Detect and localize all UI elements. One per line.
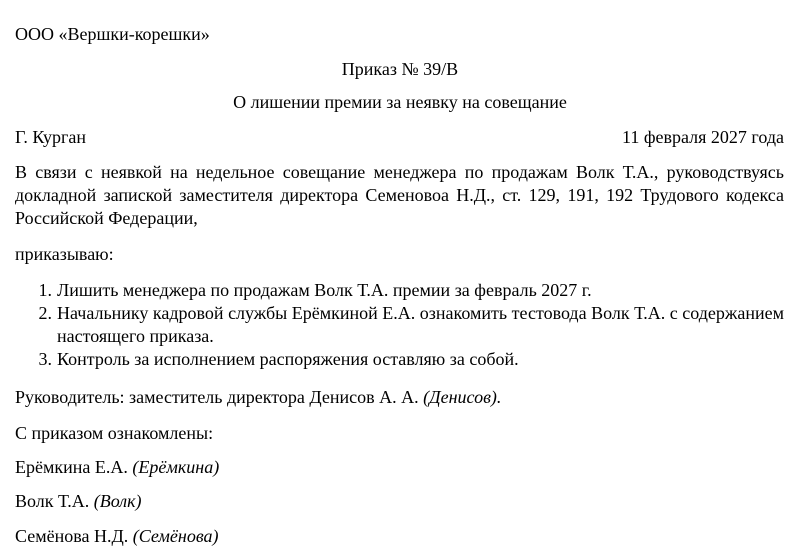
signatory-name: Ерёмкина Е.А. [15,457,128,477]
signatory-signature: (Волк) [93,491,142,511]
head-text: Руководитель: заместитель директора Денисов А. А. [15,387,419,407]
list-item [15,348,784,371]
order-date: 11 февраля 2027 года [622,127,784,147]
order-word: приказываю: [15,244,114,264]
order-city: Г. Курган [15,127,87,147]
signatory-signature: (Семёнова) [132,526,219,546]
head-signature: (Денисов). [423,387,502,407]
list-item [15,302,784,348]
order-subject: О лишении премии за неявку на совещание [233,92,567,112]
signatory-line [15,456,219,479]
order-items-list [15,279,784,371]
list-item-text: Начальнику кадровой службы Ерёмкиной Е.А. ознакомить тестовода Волк Т.А. с содержанием настоящего приказа. [57,303,784,346]
order-number: Приказ № 39/В [341,59,459,79]
list-item-text: Контроль за исполнением распоряжения оставляю за собой. [57,349,519,369]
signatory-signature: (Ерёмкина) [132,457,220,477]
head-signature-line [15,386,501,409]
place-date-row [15,126,784,149]
list-item-number: 3. [38,349,52,369]
list-item-number: 2. [38,303,52,323]
order-preamble: В связи с неявкой на недельное совещание менеджера по продажам Волк Т.А., руководствуясь докладной запиской заместителя директора Семеновоа Н.Д., ст. 129, 191, 192 Трудового кодекса Российской Федерации, [15,162,784,228]
acknowledgement-heading: С приказом ознакомлены: [15,423,214,443]
signatory-name: Волк Т.А. [15,491,90,511]
signatory-line [15,525,219,548]
organization-name: ООО «Вершки-корешки» [15,24,210,44]
signatory-name: Семёнова Н.Д. [15,526,129,546]
list-item-number: 1. [38,280,52,300]
signatory-line [15,490,142,513]
list-item [15,279,784,302]
list-item-text: Лишить менеджера по продажам Волк Т.А. премии за февраль 2027 г. [57,280,592,300]
